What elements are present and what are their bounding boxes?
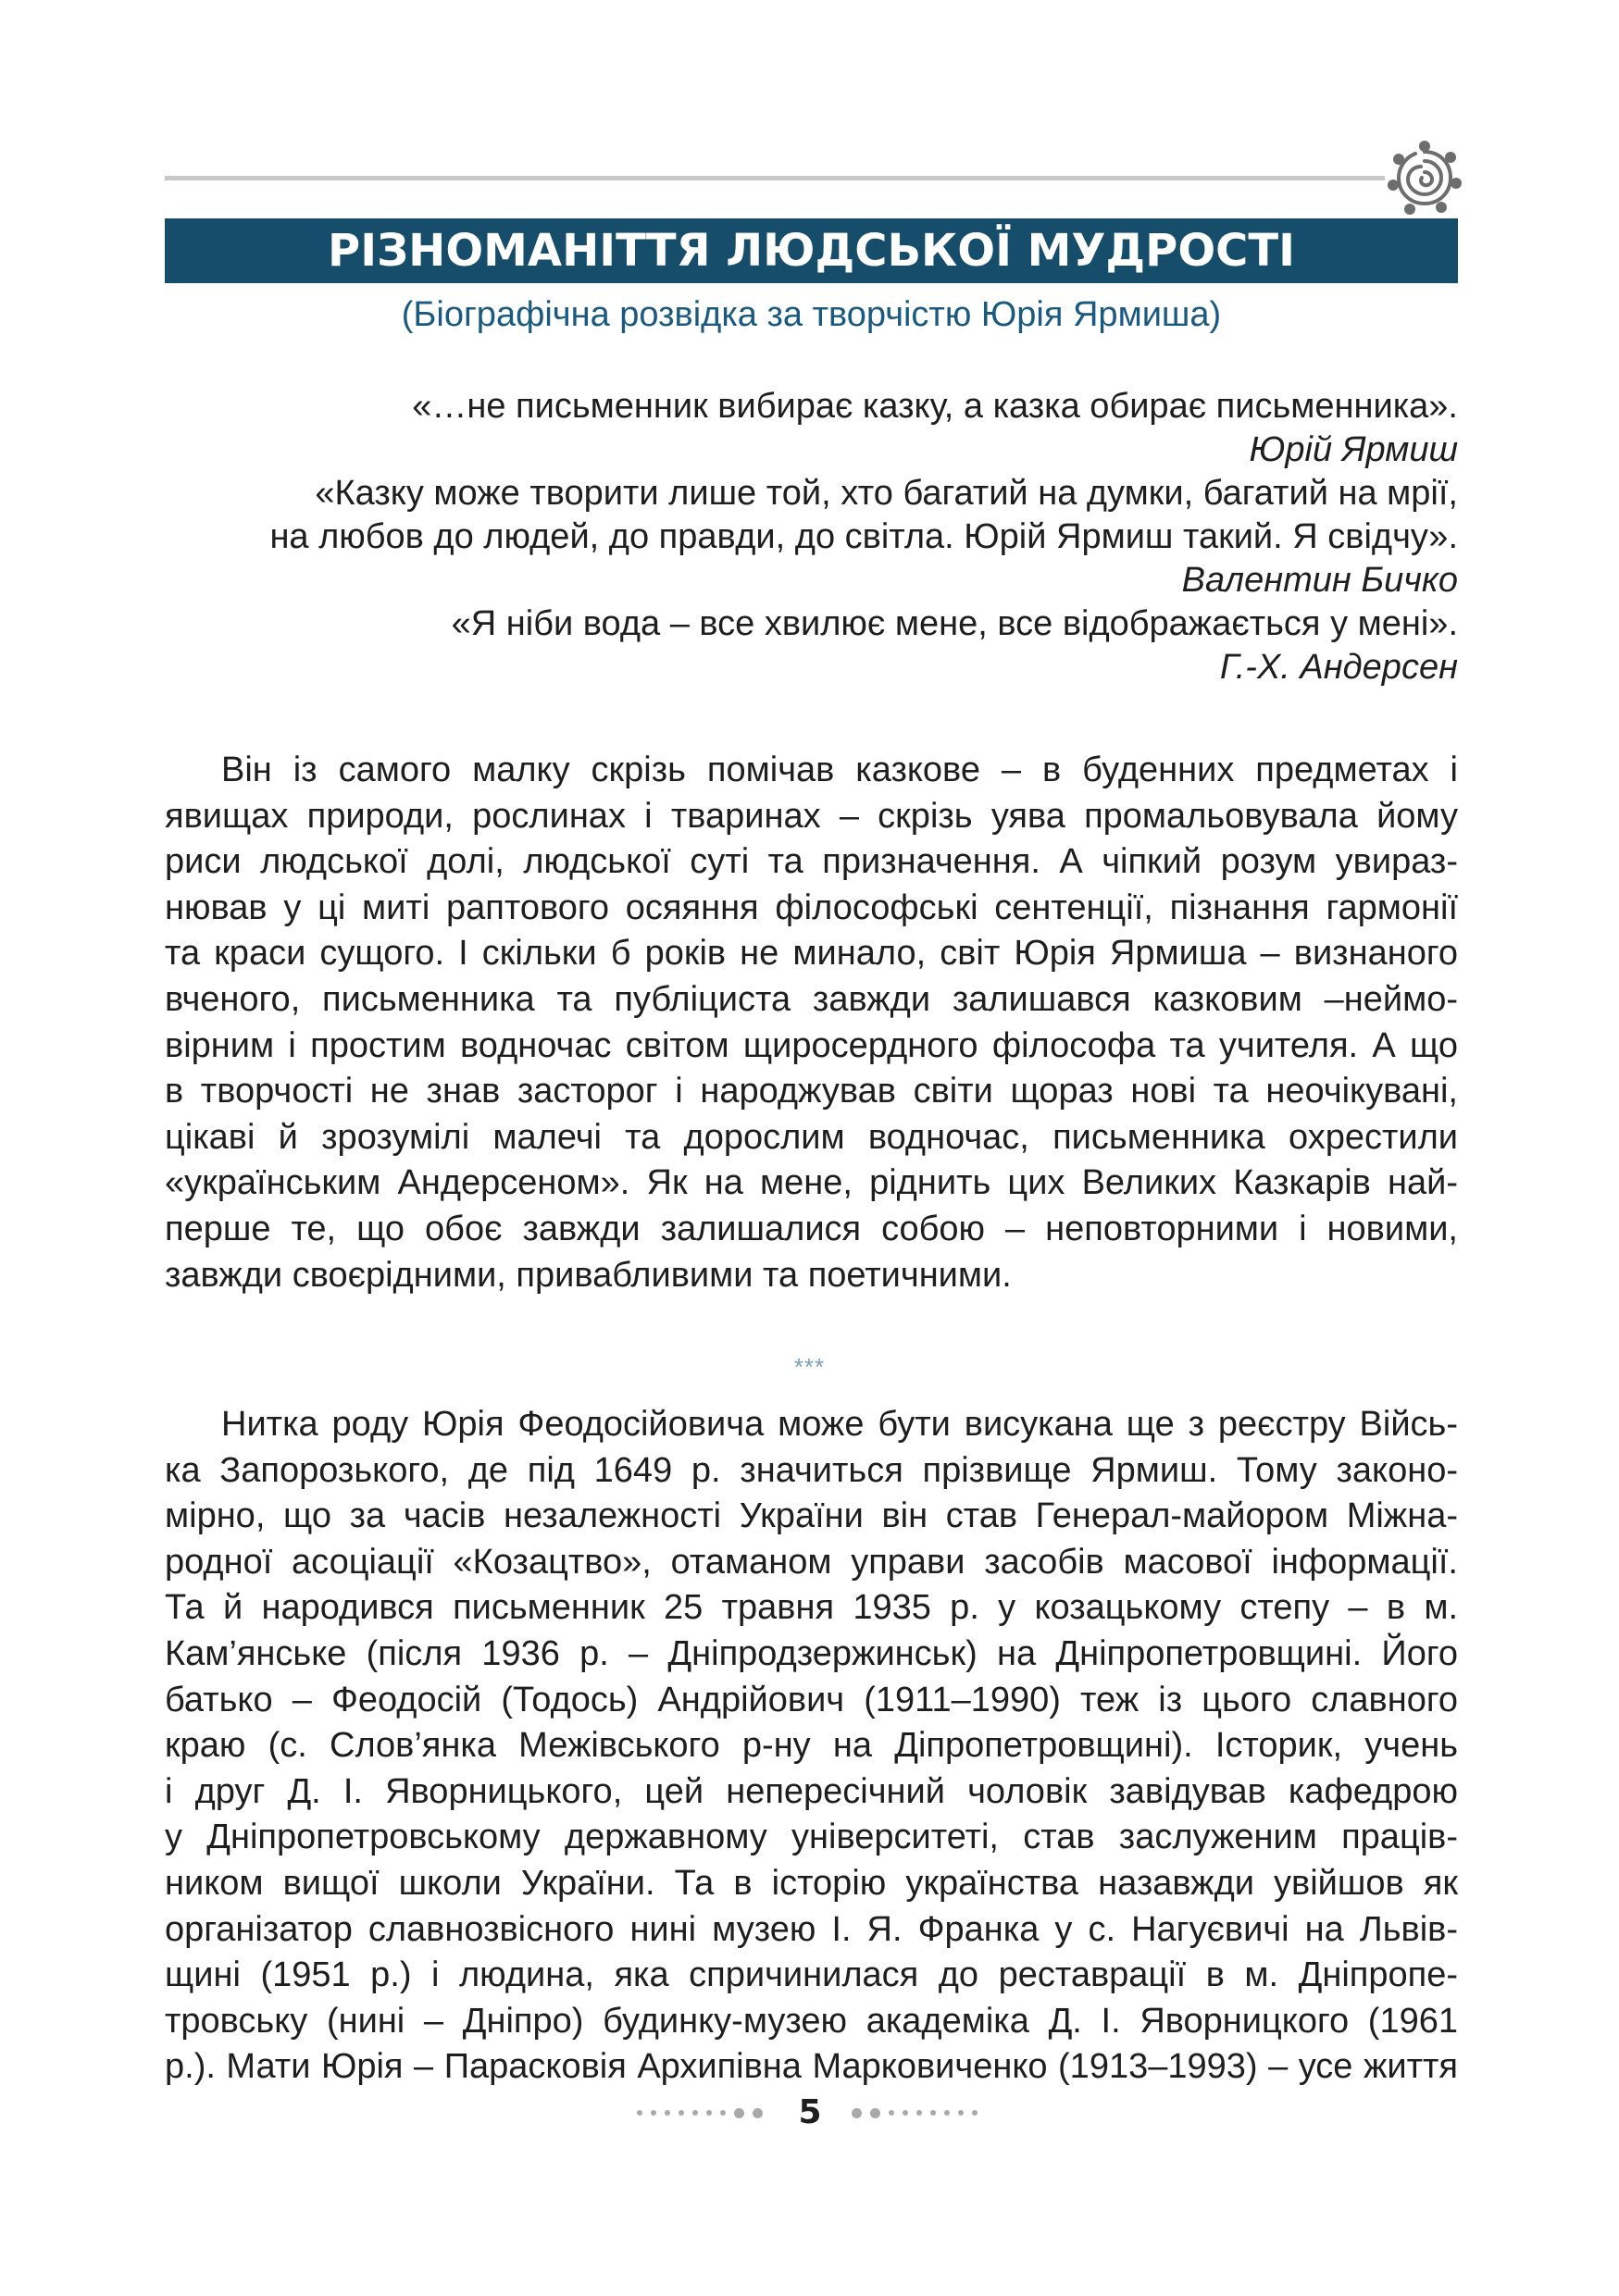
text-line: і друг Д. І. Яворницького, цей непересічний чоловік завідував кафедрою [165, 1771, 1458, 1811]
text-line: Він із самого малку скрізь помічав казкове – в буденних предметах і [221, 751, 1458, 789]
text-line: ка Запорозького, де під 1649 р. значиться прізвище Ярмиш. Тому законо- [165, 1450, 1458, 1490]
epigraph-author: Г.-Х. Андерсен [1219, 648, 1458, 687]
text-line: ником вищої школи України. Та в історію українства назавжди увійшов як [165, 1863, 1458, 1903]
page-title: РІЗНОМАНІТТЯ ЛЮДСЬКОЇ МУДРОСТІ [165, 218, 1458, 283]
text-line: та краси сущого. І скільки б років не минало, світ Юрія Ярмиша – визнаного [165, 934, 1458, 974]
text-line: Нитка роду Юрія Феодосійовича може бути висукана ще з реєстру Війсь- [221, 1405, 1458, 1444]
epigraph-quote-line: «Казку може творити лише той, хто багатий на думки, багатий на мрії, [315, 474, 1458, 513]
page-footer [0, 2091, 1619, 2134]
footer-dots-right [852, 2108, 978, 2117]
header-rule [165, 176, 1385, 180]
text-line: «українським Андерсеном». Як на мене, ріднить цих Великих Казкарів най- [165, 1163, 1458, 1203]
text-line: батько – Феодосій (Тодось) Андрійович (1911–1990) теж із цього славного [165, 1680, 1458, 1719]
epigraph-quote-line: на любов до людей, до правди, до світла. Юрій Ярмиш такий. Я свідчу». [269, 517, 1458, 556]
body-paragraph-1 [165, 748, 1458, 1298]
text-line: організатор славнозвісного нині музею І. Я. Франка у с. Нагуєвичі на Львів- [165, 1909, 1458, 1949]
text-line: вченого, письменника та публіциста завжди залишався казковим –неймо- [165, 979, 1458, 1019]
text-line: в творчості не знав засторог і народжував світи щораз нові та неочікувані, [165, 1072, 1458, 1111]
text-line: родної асоціації «Козацтво», отаманом управи засобів масової інформації. [165, 1542, 1458, 1582]
text-line: у Дніпропетровському державному університеті, став заслуженим праців- [165, 1818, 1458, 1857]
text-line: краю (с. Слов’янка Межівського р-ну на Діпропетровщині). Історик, учень [165, 1726, 1458, 1766]
text-line: щині (1951 р.) і людина, яка спричинилася до реставрації в м. Дніпропе- [165, 1955, 1458, 1995]
text-line: Кам’янське (після 1936 р. – Дніпродзержинськ) на Дніпропетровщині. Його [165, 1633, 1458, 1673]
page-number: 5 [798, 2093, 822, 2131]
text-line: перше те, що обоє завжди залишалися собою – неповторними і новими, [165, 1209, 1458, 1248]
subtitle: (Біографічна розвідка за творчістю Юрія Ярмиша) [401, 295, 1222, 334]
epigraph-author: Юрій Ярмиш [1249, 430, 1458, 469]
text-line: нював у ці миті раптового осяяння філософські сентенції, пізнання гармонії [165, 887, 1458, 927]
text-line: явищах природи, рослинах і тваринах – скрізь уява промальовувала йому [165, 796, 1458, 836]
text-line: Та й народився письменник 25 травня 1935 р. у козацькому степу – в м. [165, 1588, 1458, 1628]
body-paragraph-2 [165, 1402, 1458, 2091]
epigraph-block [255, 385, 1458, 689]
section-separator: *** [793, 1353, 826, 1381]
rose-flower-icon [1386, 139, 1463, 217]
text-line: риси людської долі, людської суті та призначення. А чіпкий розум увираз- [165, 842, 1458, 882]
text-line: вірним і простим водночас світом щиросердного філософа та учителя. А що [165, 1025, 1458, 1065]
text-line: завжди своєрідними, привабливими та поетичними. [165, 1255, 1012, 1295]
text-line: цікаві й зрозумілі малечі та дорослим водночас, письменника охрестили [165, 1117, 1458, 1157]
epigraph-quote-line: «Я ніби вода – все хвилює мене, все відображається у мені». [451, 604, 1458, 643]
epigraph-quote-line: «…не письменник вибирає казку, а казка обирає письменника». [412, 387, 1458, 426]
epigraph-author: Валентин Бичко [1181, 561, 1458, 600]
footer-dots-left [637, 2108, 763, 2117]
text-line: тровську (нині – Дніпро) будинку-музею академіка Д. І. Яворницкого (1961 [165, 2001, 1458, 2041]
text-line: р.). Мати Юрія – Парасковія Архипівна Марковиченко (1913–1993) – усе життя [165, 2047, 1458, 2087]
text-line: мірно, що за часів незалежності України він став Генерал-майором Міжна- [165, 1496, 1458, 1536]
